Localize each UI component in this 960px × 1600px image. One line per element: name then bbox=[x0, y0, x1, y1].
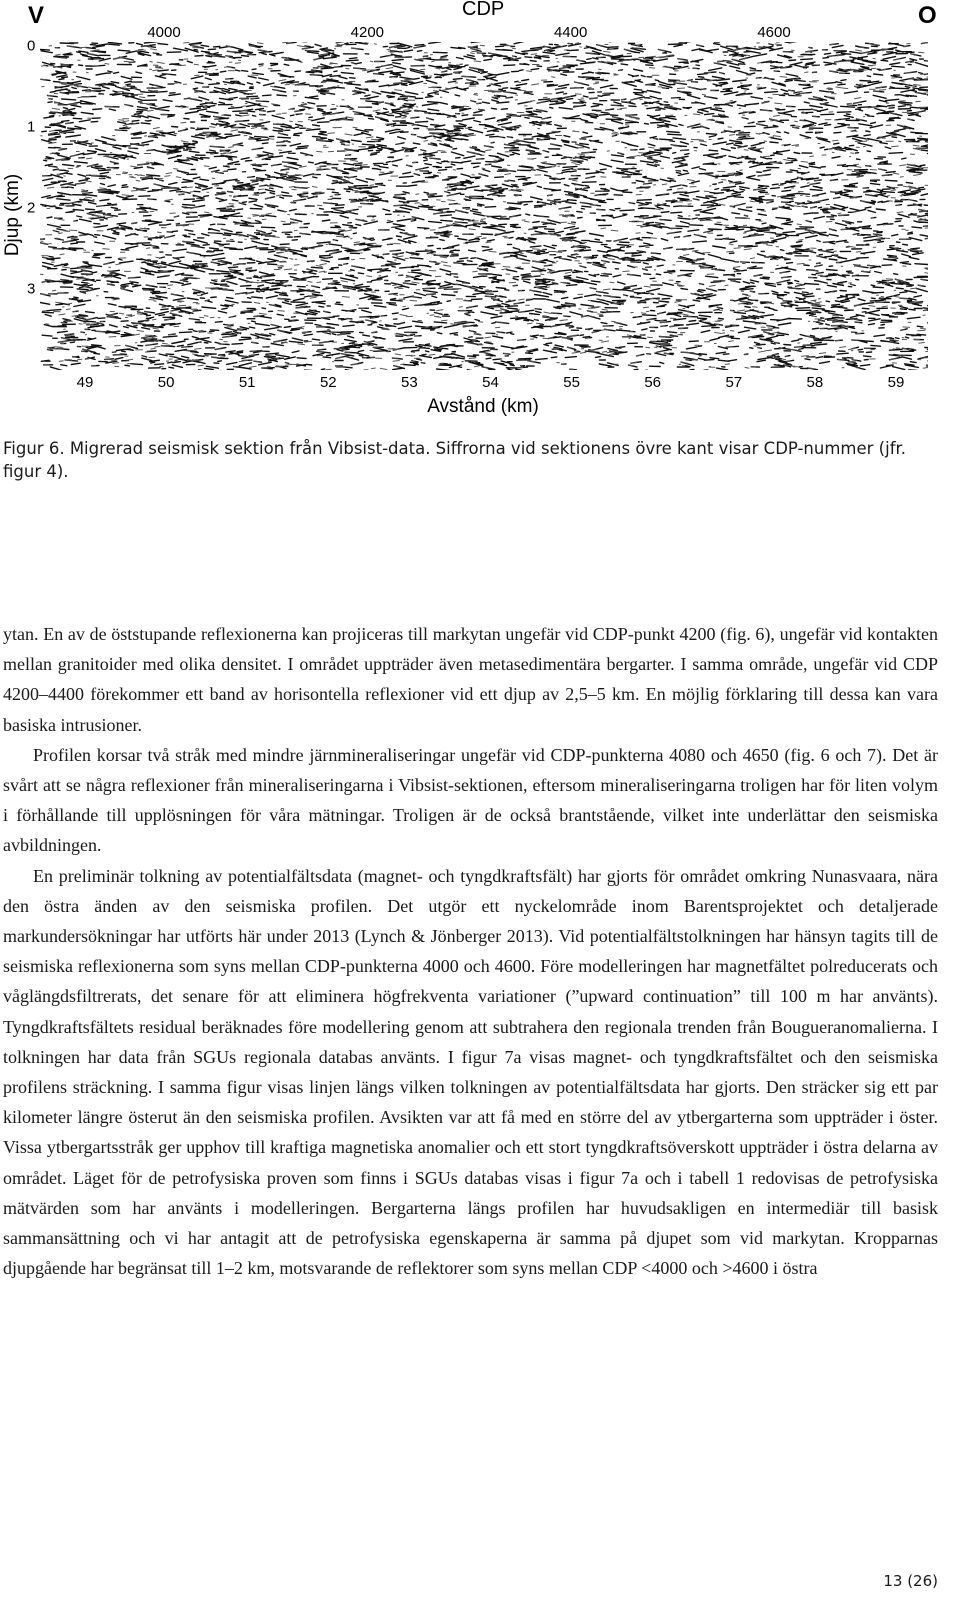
distance-tick-label: 57 bbox=[725, 374, 743, 391]
depth-tick-label: 2 bbox=[27, 199, 36, 217]
distance-tick-label: 55 bbox=[563, 374, 580, 391]
distance-tick-label: 56 bbox=[644, 374, 662, 391]
depth-axis-title-wrap bbox=[0, 160, 26, 270]
distance-tick-label: 58 bbox=[806, 374, 824, 391]
distance-tick-label: 54 bbox=[482, 374, 499, 391]
depth-axis-title: Djup (km) bbox=[2, 173, 23, 257]
paragraph-3: En preliminär tolkning av potentialfältsdata (magnet- och tyngdkraftsfält) har gjorts för området omkring Nunasvaara, nära den östra änden av den seismiska profilen. Det utgör ett nyckelområde inom Barentsprojektet och detaljerade markundersökningar har utförts här under 2013 (Lynch & Jönberger 2013). Vid potentialfältstolkningen har hänsyn tagits till de seismiska reflexionerna som syns mellan CDP-punkterna 4000 och 4600. Före modelleringen har magnetfältet polreducerats och våglängdsfiltrerats, det senare för att eliminera högfrekventa variationer (”upward continuation” till 100 m har använts). Tyngdkraftsfältets residual beräknades före modellering genom att subtrahera den regionala trenden från Bougueranomalierna. I tolkningen har data från SGUs regionala databas använts. I figur 7a visas magnet- och tyngdkraftsfältet och den seismiska profilens sträckning. I samma figur visas linjen längs vilken tolkningen av potentialfältsdata har gjorts. Den sträcker sig ett par kilometer längre österut än den seismiska profilen. Avsikten var att få med en större del av ytbergarterna som uppträder i öster. Vissa ytbergartsstråk ger upphov till kraftiga magnetiska anomalier och ett stort tyngdkraftsöverskott uppträder i östra delarna av området. Läget för de petrofysiska proven som finns i SGUs databas visas i figur 7a och i tabell 1 redovisas de petrofysiska mätvärden som har använts i modelleringen. Bergarterna längs profilen har huvudsakligen en intermediär till basisk sammansättning och vi har antagit att de petrofysiska egenskaperna är samma på djupet som vid markytan. Kropparnas djupgående har begränsat till 1–2 km, motsvarande de reflektorer som syns mellan CDP <4000 och >4600 i östra bbox=[3, 865, 938, 1279]
distance-tick-label: 52 bbox=[319, 374, 337, 391]
cdp-axis-title: CDP bbox=[462, 0, 505, 20]
cdp-tick-label: 4200 bbox=[350, 24, 385, 41]
page-number: 13 (26) bbox=[883, 1572, 938, 1590]
cdp-tick-label: 4000 bbox=[147, 24, 181, 41]
figure-caption: Figur 6. Migrerad seismisk sektion från Vibsist-data. Siffrorna vid sektionens övre kant visar CDP-nummer (jfr. figur 4). bbox=[3, 439, 907, 481]
east-label: O bbox=[918, 2, 937, 29]
west-label: V bbox=[28, 2, 45, 29]
distance-tick-label: 51 bbox=[238, 374, 256, 391]
seismic-figure bbox=[0, 0, 960, 430]
depth-tick-label: 3 bbox=[27, 280, 36, 298]
depth-tick-label: 1 bbox=[27, 118, 36, 136]
seismic-section-image bbox=[40, 42, 928, 370]
distance-tick-label: 50 bbox=[157, 374, 175, 391]
cdp-tick-label: 4400 bbox=[553, 24, 588, 41]
paragraph-2: Profilen korsar två stråk med mindre järnmineraliseringar ungefär vid CDP-punkterna 4080 och 4650 (fig. 6 och 7). Det är svårt att se några reflexioner från mineraliseringarna i Vibsist-sektionen, eftersom mineraliseringarna troligen har för liten volym i förhållande till upplösningen för våra mätningar. Troligen är de också brantstående, vilket inte underlättar den seismiska avbildningen. bbox=[3, 744, 938, 856]
body-text bbox=[3, 619, 938, 1283]
distance-axis-title: Avstånd (km) bbox=[427, 396, 539, 417]
cdp-tick-label: 4600 bbox=[757, 24, 791, 41]
paragraph-1: ytan. En av de öststupande reflexionerna kan projiceras till markytan ungefär vid CDP-punkt 4200 (fig. 6), ungefär vid kontakten mellan granitoider med olika densitet. I området uppträder även metasedimentära bergarter. I samma område, ungefär vid CDP 4200–4400 förekommer ett band av horisontella reflexioner vid ett djup av 2,5–5 km. En möjlig förklaring till dessa kan vara basiska intrusioner. bbox=[3, 624, 938, 735]
distance-tick-label: 49 bbox=[76, 374, 94, 391]
distance-tick-label: 53 bbox=[401, 374, 418, 391]
depth-tick-label: 0 bbox=[27, 37, 36, 55]
distance-tick-label: 59 bbox=[887, 374, 905, 391]
